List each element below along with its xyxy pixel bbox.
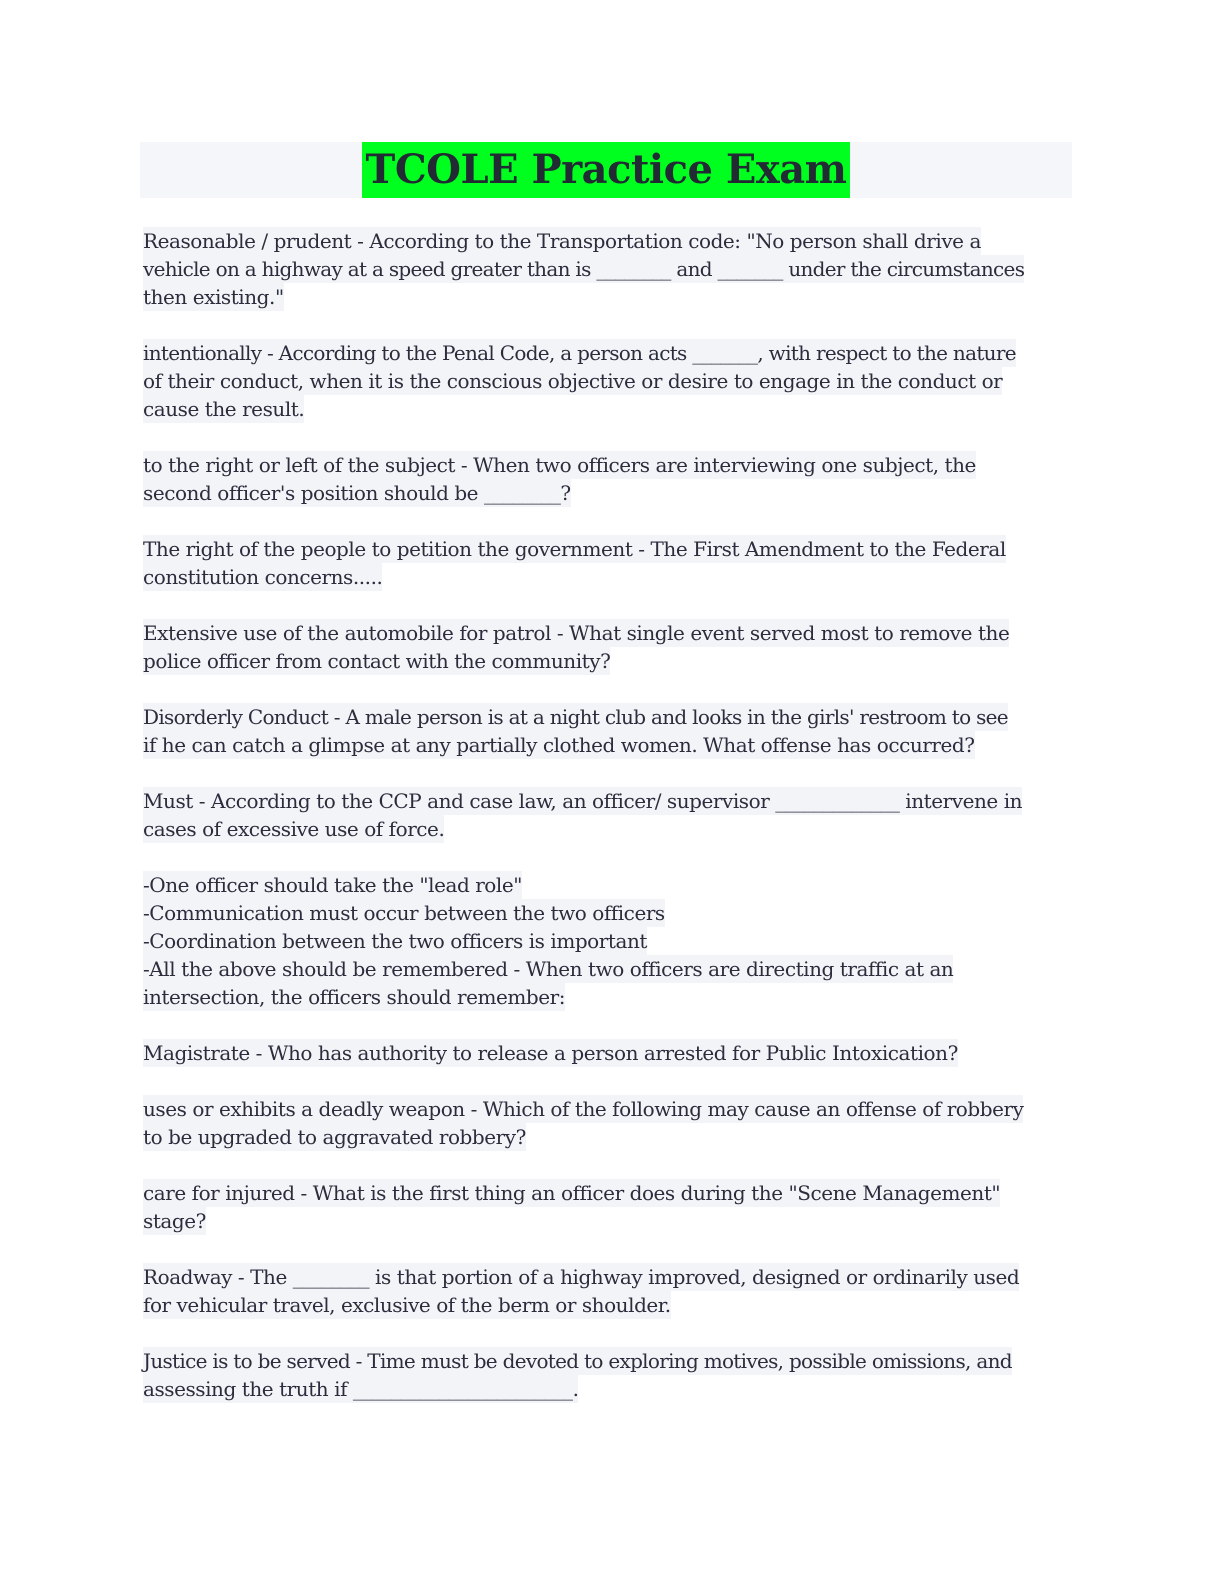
qa-item-6: [143, 703, 1078, 759]
text-line: Must - According to the CCP and case law, an officer/ supervisor _____________ intervene in: [143, 789, 1023, 813]
text-line: uses or exhibits a deadly weapon - Which of the following may cause an offense of robbery: [143, 1097, 1024, 1121]
text-line: Extensive use of the automobile for patrol - What single event served most to remove the: [143, 621, 1010, 645]
text-line: cause the result.: [143, 397, 305, 421]
qa-item-2: [143, 339, 1078, 423]
text-line: for vehicular travel, exclusive of the berm or shoulder.: [143, 1293, 671, 1317]
qa-item-13: [143, 1347, 1078, 1403]
title-band: [140, 142, 1072, 198]
text-line: -All the above should be remembered - When two officers are directing traffic at an: [143, 957, 954, 981]
qa-item-7: [143, 787, 1078, 843]
qa-list: [143, 227, 1078, 1431]
text-line: stage?: [143, 1209, 206, 1233]
qa-item-10: [143, 1095, 1078, 1151]
text-line: Justice is to be served - Time must be devoted to exploring motives, possible omissions, and: [143, 1349, 1012, 1373]
text-line: police officer from contact with the community?: [143, 649, 611, 673]
text-line: cases of excessive use of force.: [143, 817, 445, 841]
text-line: care for injured - What is the first thing an officer does during the "Scene Management": [143, 1181, 1001, 1205]
qa-item-3: [143, 451, 1078, 507]
text-line: The right of the people to petition the government - The First Amendment to the Federal: [143, 537, 1006, 561]
text-line: -Communication must occur between the two officers: [143, 901, 665, 925]
qa-item-11: [143, 1179, 1078, 1235]
text-line: vehicle on a highway at a speed greater than is ________ and _______ under the circumstances: [143, 257, 1025, 281]
qa-item-4: [143, 535, 1078, 591]
text-line: of their conduct, when it is the conscious objective or desire to engage in the conduct or: [143, 369, 1003, 393]
text-line: Magistrate - Who has authority to release a person arrested for Public Intoxication?: [143, 1041, 958, 1065]
text-line: -One officer should take the "lead role": [143, 873, 522, 897]
text-line: intersection, the officers should remember:: [143, 985, 566, 1009]
text-line: Reasonable / prudent - According to the Transportation code: "No person shall drive a: [143, 229, 981, 253]
text-line: intentionally - According to the Penal Code, a person acts _______, with respect to the nature: [143, 341, 1016, 365]
qa-item-5: [143, 619, 1078, 675]
text-line: to the right or left of the subject - When two officers are interviewing one subject, the: [143, 453, 976, 477]
page-title: TCOLE Practice Exam: [362, 142, 851, 198]
qa-item-12: [143, 1263, 1078, 1319]
text-line: Roadway - The ________ is that portion of a highway improved, designed or ordinarily used: [143, 1265, 1020, 1289]
qa-item-9: [143, 1039, 1078, 1067]
text-line: constitution concerns.....: [143, 565, 383, 589]
qa-item-1: [143, 227, 1078, 311]
text-line: assessing the truth if _______________________.: [143, 1377, 579, 1401]
text-line: if he can catch a glimpse at any partially clothed women. What offense has occurred?: [143, 733, 975, 757]
text-line: to be upgraded to aggravated robbery?: [143, 1125, 526, 1149]
qa-item-8: [143, 871, 1078, 1011]
text-line: second officer's position should be ________?: [143, 481, 571, 505]
text-line: then existing.": [143, 285, 284, 309]
text-line: Disorderly Conduct - A male person is at a night club and looks in the girls' restroom to see: [143, 705, 1008, 729]
text-line: -Coordination between the two officers is important: [143, 929, 647, 953]
